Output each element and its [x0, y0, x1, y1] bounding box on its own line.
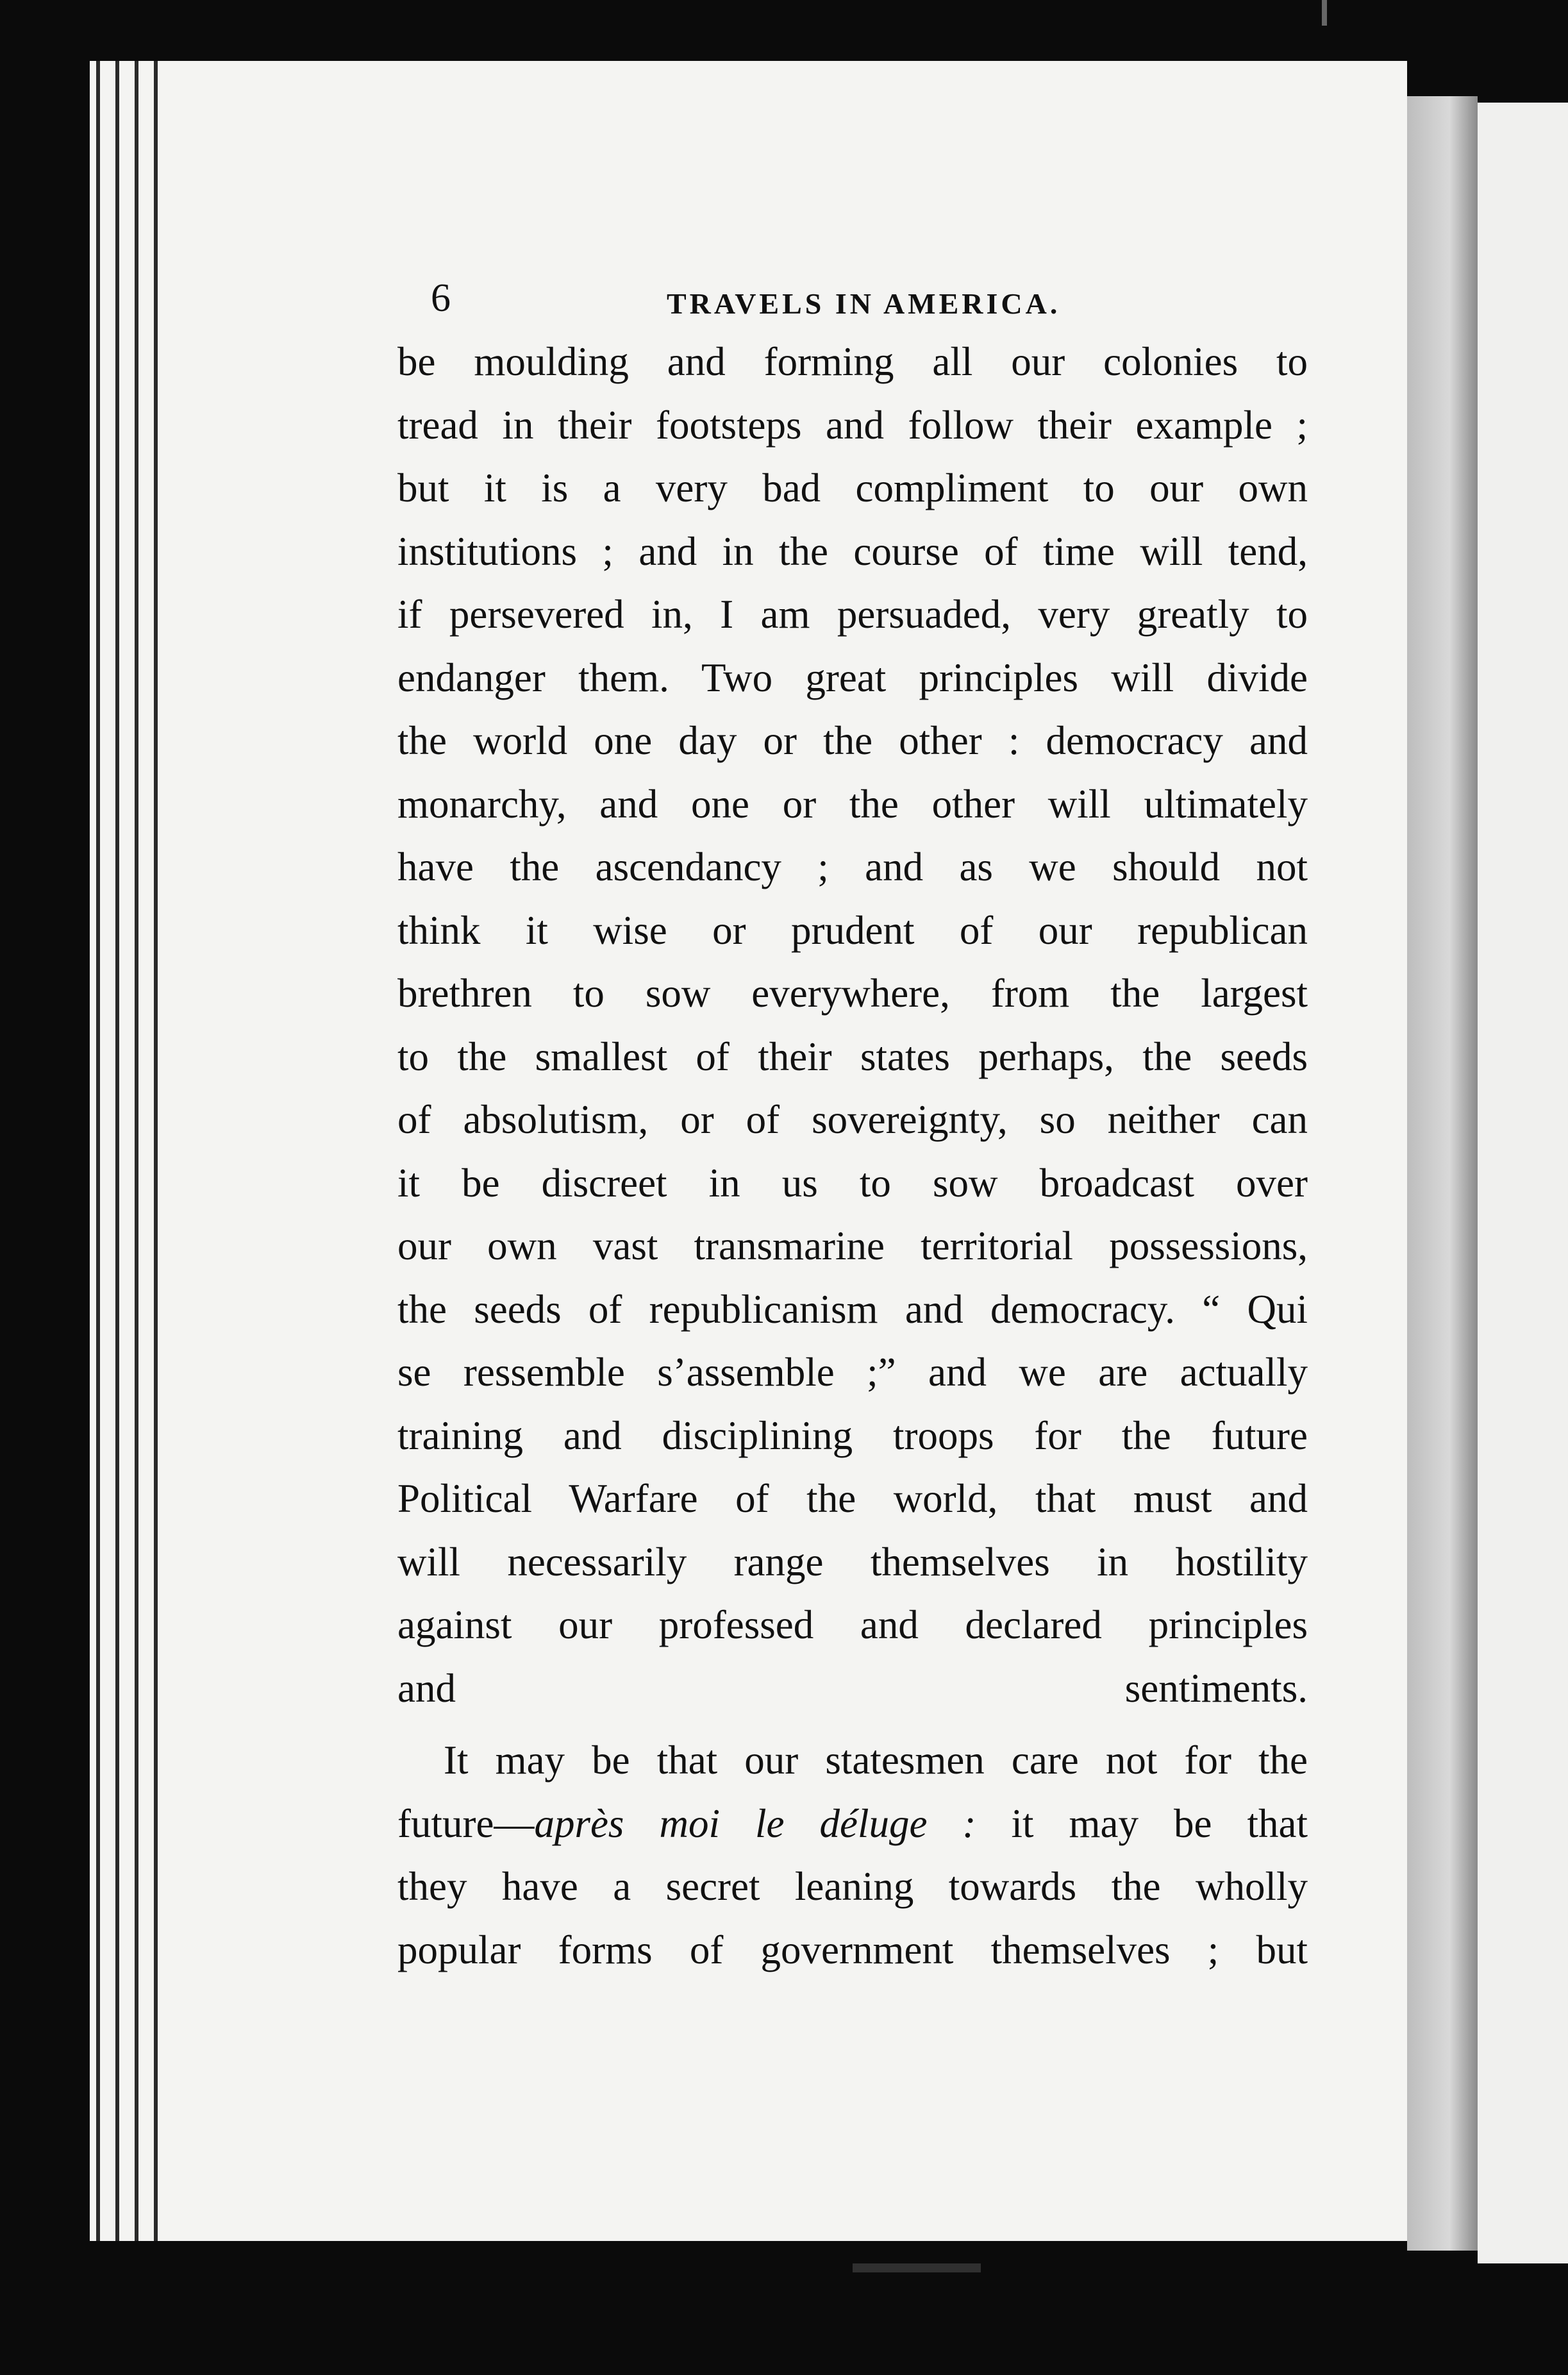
paragraph-1-line: Political Warfare of the world, that must and [397, 1476, 1308, 1521]
page-number: 6 [431, 276, 451, 320]
paragraph-1-line: endanger them. Two great principles will divide [397, 655, 1308, 700]
adjacent-page-edge [1478, 103, 1568, 2263]
paragraph-1-line: our own vast transmarine territorial possessions, [397, 1223, 1308, 1268]
paragraph-1-line: the world one day or the other : democracy and [397, 718, 1308, 763]
paragraph-1-line: be moulding and forming all our colonies to [397, 339, 1308, 384]
page-content [397, 273, 1308, 1981]
page-gutter-shadow [1407, 96, 1478, 2251]
paragraph-1-line: think it wise or prudent of our republican [397, 907, 1308, 953]
paragraph-1-line: monarchy, and one or the other will ultimately [397, 781, 1308, 827]
paragraph-1-line: training and disciplining troops for the future [397, 1413, 1308, 1458]
paragraph-1-line: se ressemble s’assemble ;” and we are actually [397, 1350, 1308, 1395]
running-head: TRAVELS IN AMERICA. [667, 287, 1061, 320]
scan-smudge [853, 2263, 981, 2272]
paragraph-1-line: have the ascendancy ; and as we should not [397, 844, 1308, 889]
paragraph-1-line: the seeds of republicanism and democracy. “ Qui [397, 1286, 1308, 1332]
line-2-end: it may be that [976, 1800, 1308, 1846]
paragraph-1-line: but it is a very bad compliment to our own [397, 466, 1308, 510]
paragraph-2-line-1: It may be that our statesmen care not for the [444, 1738, 1308, 1783]
paragraph-1 [397, 330, 1308, 1720]
paragraph-1-line: to the smallest of their states perhaps, the seeds [397, 1034, 1308, 1079]
paragraph-1-line: of absolutism, or of sovereignty, so neither can [397, 1097, 1308, 1142]
line-2-start: future— [397, 1800, 535, 1846]
paragraph-1-line: will necessarily range themselves in hostility [397, 1539, 1308, 1584]
paragraph-2-line-2 [397, 1792, 1308, 1856]
paragraph-2-line-4: popular forms of government themselves ; but [397, 1927, 1308, 1972]
italic-phrase: après moi le déluge : [534, 1800, 976, 1846]
paragraph-2-line-3: they have a secret leaning towards the wholly [397, 1864, 1308, 1909]
paragraph-1-line: institutions ; and in the course of time will tend, [397, 528, 1308, 574]
paragraph-1-line: if persevered in, I am persuaded, very greatly to [397, 592, 1308, 637]
paragraph-1-line: and sentiments. [397, 1665, 1308, 1711]
scan-artifact-mark [1322, 0, 1327, 26]
book-spine-edge [90, 61, 160, 2241]
paragraph-1-line: against our professed and declared principles [397, 1602, 1308, 1647]
page-header [397, 273, 1308, 330]
paragraph-1-line: brethren to sow everywhere, from the largest [397, 971, 1308, 1016]
paragraph-1-line: it be discreet in us to sow broadcast over [397, 1160, 1308, 1205]
paragraph-1-line: tread in their footsteps and follow their example ; [397, 402, 1308, 448]
paragraph-2 [397, 1729, 1308, 1981]
